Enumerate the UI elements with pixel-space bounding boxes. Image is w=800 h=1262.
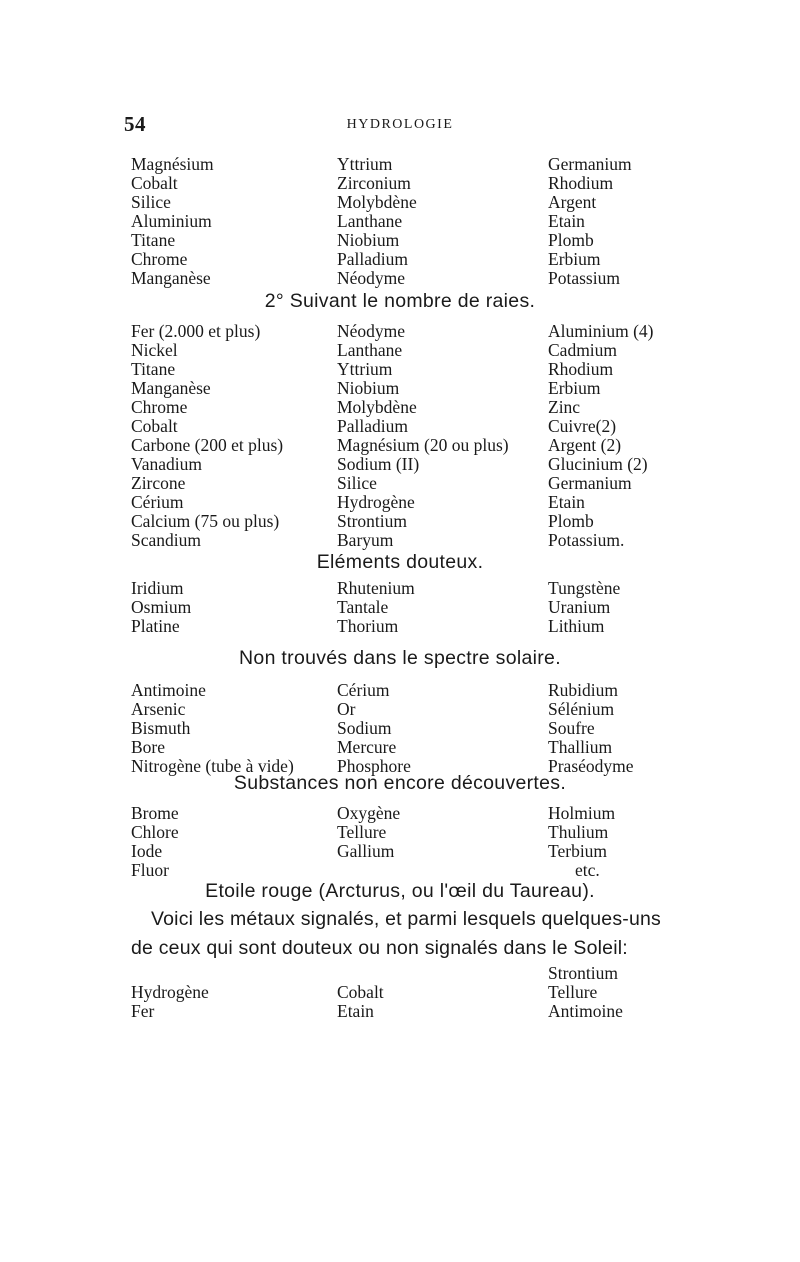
list-cell: Scandium — [131, 530, 201, 550]
list-cell: Argent — [548, 192, 597, 212]
list-cell: Rubidium — [548, 680, 619, 700]
list-cell: Potassium — [548, 268, 620, 288]
list-cell: Strontium — [548, 963, 619, 983]
list-cell: Plomb — [548, 511, 594, 531]
list-cell: Calcium (75 ou plus) — [131, 511, 280, 531]
list-cell: Zircone — [131, 473, 186, 493]
list-cell: Antimoine — [131, 680, 206, 700]
section-douteux-title: Eléments douteux. — [316, 551, 484, 573]
list-cell: Praséodyme — [548, 756, 634, 776]
list-cell: Fluor — [131, 860, 169, 880]
list-cell: Antimoine — [548, 1001, 623, 1021]
list-cell: Magnésium (20 ou plus) — [337, 435, 509, 455]
list-cell: Germanium — [548, 473, 632, 493]
list-cell: Rhodium — [548, 359, 614, 379]
paragraph-line-2: de ceux qui sont douteux ou non signalés dans le Soleil: — [131, 937, 628, 959]
list-cell: Palladium — [337, 249, 408, 269]
list-cell: Cuivre(2) — [548, 416, 617, 436]
list-cell: Vanadium — [131, 454, 202, 474]
section-2-title: 2° Suivant le nombre de raies. — [264, 290, 536, 312]
list-cell: Cobalt — [337, 982, 384, 1002]
list-cell: Plomb — [548, 230, 594, 250]
list-cell: Etain — [548, 492, 585, 512]
list-cell: Titane — [131, 230, 176, 250]
list-cell: Molybdène — [337, 192, 417, 212]
list-cell: Osmium — [131, 597, 192, 617]
list-cell: Manganèse — [131, 268, 211, 288]
list-cell: Thulium — [548, 822, 609, 842]
list-cell: Lanthane — [337, 340, 403, 360]
list-cell: Etain — [548, 211, 585, 231]
list-cell: Titane — [131, 359, 176, 379]
list-cell: Tungstène — [548, 578, 621, 598]
list-cell: Aluminium (4) — [548, 321, 654, 341]
list-cell: Hydrogène — [337, 492, 415, 512]
list-cell: Niobium — [337, 378, 400, 398]
list-cell: Zinc — [548, 397, 581, 417]
list-cell: Uranium — [548, 597, 611, 617]
list-cell: Oxygène — [337, 803, 401, 823]
list-cell: Iridium — [131, 578, 184, 598]
list-cell: Lanthane — [337, 211, 403, 231]
list-cell: Chlore — [131, 822, 179, 842]
list-cell: Rhutenium — [337, 578, 415, 598]
list-cell: Bismuth — [131, 718, 191, 738]
list-cell: Soufre — [548, 718, 595, 738]
list-cell: Etain — [337, 1001, 374, 1021]
list-cell: etc. — [575, 860, 600, 880]
list-cell: Sodium (II) — [337, 454, 420, 474]
etoile-paragraph — [131, 905, 671, 963]
list-cell: Arsenic — [131, 699, 186, 719]
list-cell: Chrome — [131, 397, 188, 417]
list-cell: Baryum — [337, 530, 394, 550]
list-cell: Terbium — [548, 841, 608, 861]
list-cell: Fer (2.000 et plus) — [131, 321, 261, 341]
list-cell: Carbone (200 et plus) — [131, 435, 284, 455]
list-cell: Thorium — [337, 616, 399, 636]
list-cell: Rhodium — [548, 173, 614, 193]
list-cell: Chrome — [131, 249, 188, 269]
list-cell: Hydrogène — [131, 982, 209, 1002]
list-cell: Cobalt — [131, 173, 178, 193]
list-cell: Thallium — [548, 737, 613, 757]
list-cell: Nitrogène (tube à vide) — [131, 756, 294, 776]
list-cell: Mercure — [337, 737, 397, 757]
list-cell: Phosphore — [337, 756, 411, 776]
section-non-trouves-title: Non trouvés dans le spectre solaire. — [239, 647, 561, 669]
paragraph-line-1: Voici les métaux signalés, et parmi lesquels quelques-uns — [151, 908, 662, 930]
list-cell: Cadmium — [548, 340, 618, 360]
list-cell: Erbium — [548, 378, 601, 398]
list-cell: Cobalt — [131, 416, 178, 436]
list-cell: Platine — [131, 616, 180, 636]
list-cell: Néodyme — [337, 321, 406, 341]
list-cell: Yttrium — [337, 359, 393, 379]
list-cell: Bore — [131, 737, 166, 757]
list-cell: Argent (2) — [548, 435, 622, 455]
list-cell: Cérium — [337, 680, 390, 700]
list-cell: Fer — [131, 1001, 155, 1021]
list-cell: Tellure — [548, 982, 598, 1002]
list-cell: Brome — [131, 803, 179, 823]
list-cell: Lithium — [548, 616, 605, 636]
page-number: 54 — [124, 112, 146, 136]
list-cell: Strontium — [337, 511, 408, 531]
list-cell: Manganèse — [131, 378, 211, 398]
list-cell: Cérium — [131, 492, 184, 512]
list-cell: Aluminium — [131, 211, 212, 231]
list-cell: Palladium — [337, 416, 408, 436]
list-cell: Magnésium — [131, 154, 214, 174]
list-cell: Yttrium — [337, 154, 393, 174]
list-cell: Potassium. — [548, 530, 625, 550]
section-non-decouvertes-title: Substances non encore découvertes. — [233, 772, 567, 794]
list-cell: Sodium — [337, 718, 392, 738]
list-cell: Molybdène — [337, 397, 417, 417]
list-cell: Glucinium (2) — [548, 454, 648, 474]
list-cell: Or — [337, 699, 356, 719]
list-cell: Iode — [131, 841, 163, 861]
list-cell: Niobium — [337, 230, 400, 250]
list-cell: Nickel — [131, 340, 178, 360]
list-cell: Silice — [131, 192, 171, 212]
list-cell: Silice — [337, 473, 377, 493]
list-cell: Néodyme — [337, 268, 406, 288]
list-cell: Holmium — [548, 803, 616, 823]
list-cell: Tantale — [337, 597, 389, 617]
list-cell: Gallium — [337, 841, 395, 861]
section-etoile-title: Etoile rouge (Arcturus, ou l'œil du Taureau). — [205, 880, 595, 902]
list-cell: Erbium — [548, 249, 601, 269]
list-cell: Zirconium — [337, 173, 411, 193]
list-cell: Germanium — [548, 154, 632, 174]
list-cell: Sélénium — [548, 699, 615, 719]
running-head: HYDROLOGIE — [346, 117, 454, 132]
list-cell: Tellure — [337, 822, 387, 842]
